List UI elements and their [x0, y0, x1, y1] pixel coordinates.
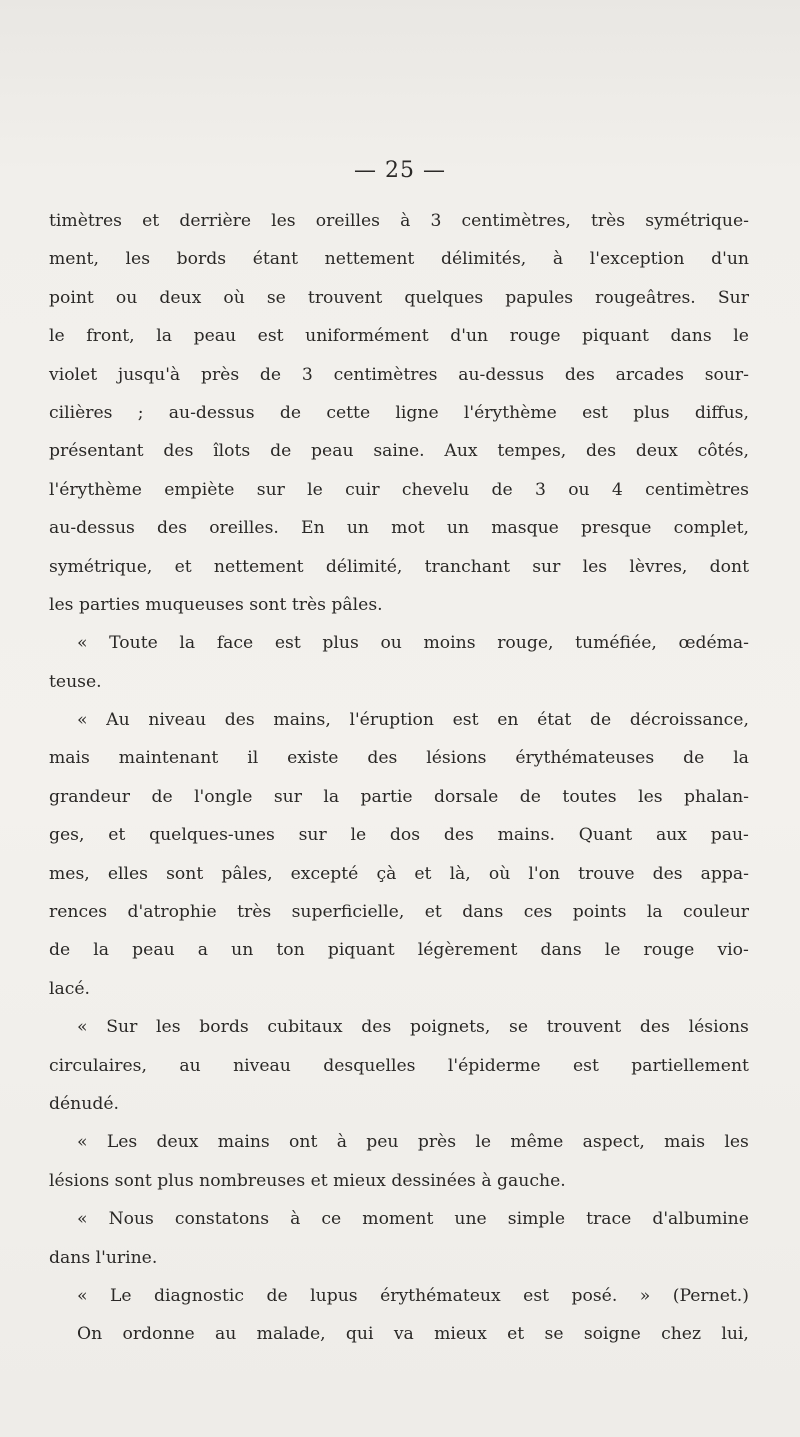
text-line: On ordonne au malade, qui va mieux et se soigne chez lui, — [77, 1324, 749, 1345]
text-line: les parties muqueuses sont très pâles. — [49, 594, 383, 615]
text-line: « Le diagnostic de lupus érythémateux est posé. » (Pernet.) — [77, 1285, 749, 1306]
text-line: teuse. — [49, 671, 102, 692]
text-line: lacé. — [49, 978, 91, 999]
text-line: timètres et derrière les oreilles à 3 centimètres, très symétrique- — [49, 211, 749, 231]
body-text — [49, 202, 749, 1354]
text-line: « Nous constatons à ce moment une simple trace d'albumine — [77, 1209, 749, 1230]
text-line: dénudé. — [49, 1093, 119, 1114]
text-line: symétrique, et nettement délimité, tranchant sur les lèvres, dont — [49, 556, 749, 577]
text-line: le front, la peau est uniformément d'un rouge piquant dans le — [49, 326, 749, 347]
text-line: présentant des îlots de peau saine. Aux tempes, des deux côtés, — [49, 441, 749, 462]
text-line: grandeur de l'ongle sur la partie dorsale de toutes les phalan- — [49, 786, 749, 807]
text-line: violet jusqu'à près de 3 centimètres au-dessus des arcades sour- — [49, 364, 749, 385]
text-line: ges, et quelques-unes sur le dos des mains. Quant aux pau- — [49, 825, 749, 846]
text-line: « Sur les bords cubitaux des poignets, se trouvent des lésions — [77, 1017, 749, 1038]
text-line: dans l'urine. — [49, 1247, 158, 1268]
text-line: lésions sont plus nombreuses et mieux dessinées à gauche. — [49, 1170, 566, 1191]
text-line: de la peau a un ton piquant légèrement dans le rouge vio- — [49, 940, 749, 961]
text-line: rences d'atrophie très superficielle, et dans ces points la couleur — [49, 902, 749, 923]
text-line: point ou deux où se trouvent quelques papules rougeâtres. Sur — [49, 287, 749, 308]
text-line: « Toute la face est plus ou moins rouge, tuméfiée, œdéma- — [77, 633, 749, 654]
text-line: « Les deux mains ont à peu près le même aspect, mais les — [77, 1132, 749, 1153]
text-line: « Au niveau des mains, l'éruption est en état de décroissance, — [77, 710, 749, 731]
text-line: au-dessus des oreilles. En un mot un masque presque complet, — [49, 518, 749, 539]
text-line: mes, elles sont pâles, excepté çà et là, où l'on trouve des appa- — [49, 863, 749, 884]
text-line: circulaires, au niveau desquelles l'épiderme est partiellement — [49, 1055, 749, 1076]
page-number: — 25 — — [354, 158, 446, 183]
text-line: mais maintenant il existe des lésions érythémateuses de la — [49, 748, 749, 769]
text-line: l'érythème empiète sur le cuir chevelu de 3 ou 4 centimètres — [49, 479, 749, 500]
text-line: cilières ; au-dessus de cette ligne l'érythème est plus diffus, — [49, 402, 749, 423]
text-line: ment, les bords étant nettement délimités, à l'exception d'un — [49, 249, 749, 270]
